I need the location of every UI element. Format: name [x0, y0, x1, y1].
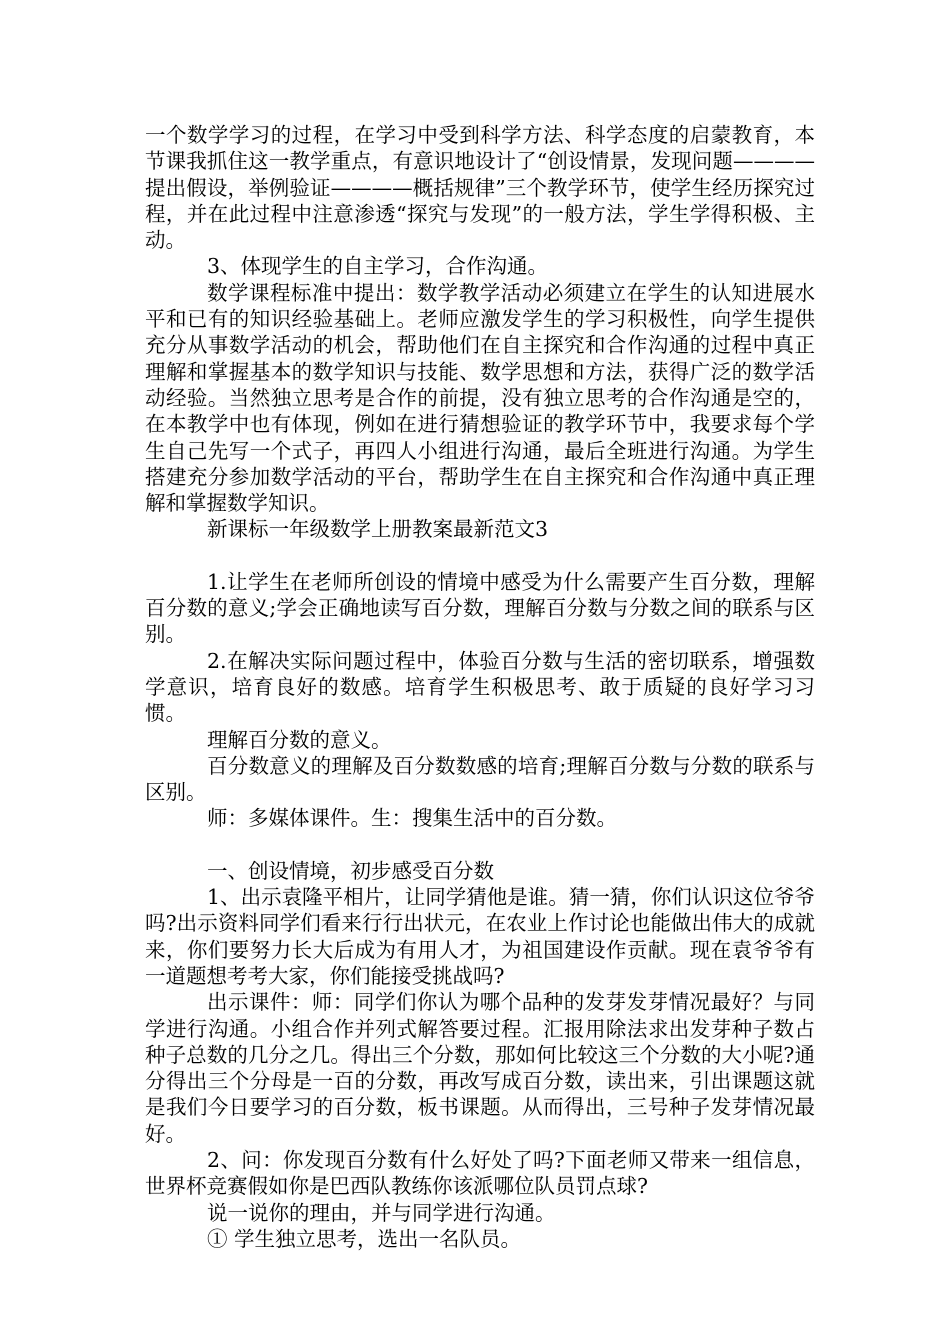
paragraph-section-title: 新课标一年级数学上册教案最新范文3 — [207, 517, 549, 542]
blank-line — [145, 832, 815, 858]
paragraph-independent-thinking: ① 学生独立思考，选出一名队员。 — [207, 1226, 522, 1251]
blank-line — [145, 543, 815, 569]
paragraph-key-point: 理解百分数的意义。 — [207, 727, 392, 752]
document-page — [145, 122, 815, 1252]
paragraph-objective-2: 2.在解决实际问题过程中，体验百分数与生活的密切联系，增强数学意识，培育良好的数感。培育学生积极思考、敢于质疑的良好学习习惯。 — [145, 648, 815, 726]
paragraph-step-2: 2、问：你发现百分数有什么好处了吗?下面老师又带来一组信息，世界杯竞赛假如你是巴西队教练你该派哪位队员罚点球? — [145, 1147, 815, 1199]
paragraph-difficult-point: 百分数意义的理解及百分数数感的培育;理解百分数与分数的联系与区别。 — [145, 753, 815, 805]
paragraph-teaching-process: 一个数学学习的过程，在学习中受到科学方法、科学态度的启蒙教育，本节课我抓住这一教学重点，有意识地设计了“创设情景，发现问题————提出假设，举例验证————概括规律”三个教学环节，使学生经历探究过程，并在此过程中注意渗透“探究与发现”的一般方法，学生学得积极、主动。 — [145, 123, 815, 253]
paragraph-curriculum-standard: 数学课程标准中提出：数学教学活动必须建立在学生的认知进展水平和已有的知识经验基础上。老师应激发学生的学习积极性，向学生提供充分从事数学活动的机会，帮助他们在自主探究和合作沟通的过程中真正理解和掌握基本的数学知识与技能、数学思想和方法，获得广泛的数学活动经验。当然独立思考是合作的前提，没有独立思考的合作沟通是空的，在本教学中也有体现，例如在进行猜想验证的教学环节中，我要求每个学生自己先写一个式子，再四人小组进行沟通，最后全班进行沟通。为学生搭建充分参加数学活动的平台，帮助学生在自主探究和合作沟通中真正理解和掌握数学知识。 — [145, 280, 815, 516]
paragraph-courseware: 出示课件：师：同学们你认为哪个品种的发芽发芽情况最好？与同学进行沟通。小组合作并列式解答要过程。汇报用除法求出发芽种子数占种子总数的几分之几。得出三个分数，那如何比较这三个分数的大小呢?通分得出三个分母是一百的分数，再改写成百分数，读出来，引出课题这就是我们今日要学习的百分数，板书课题。从而得出，三号种子发芽情况最好。 — [145, 990, 815, 1146]
paragraph-step-heading: 一、创设情境，初步感受百分数 — [207, 858, 494, 883]
paragraph-step-1: 1、出示袁隆平相片，让同学猜他是谁。猜一猜，你们认识这位爷爷吗?出示资料同学们看来行行出状元，在农业上作讨论也能做出伟大的成就来，你们要努力长大后成为有用人才，为祖国建设作贡献。现在袁爷爷有一道题想考考大家，你们能接受挑战吗? — [145, 885, 815, 988]
paragraph-preparation: 师：多媒体课件。生：搜集生活中的百分数。 — [207, 806, 617, 831]
paragraph-objective-1: 1.让学生在老师所创设的情境中感受为什么需要产生百分数，理解百分数的意义;学会正确地读写百分数，理解百分数与分数之间的联系与区别。 — [145, 569, 815, 647]
paragraph-heading-autonomous-learning: 3、体现学生的自主学习，合作沟通。 — [207, 254, 549, 279]
paragraph-discussion: 说一说你的理由，并与同学进行沟通。 — [207, 1200, 556, 1225]
